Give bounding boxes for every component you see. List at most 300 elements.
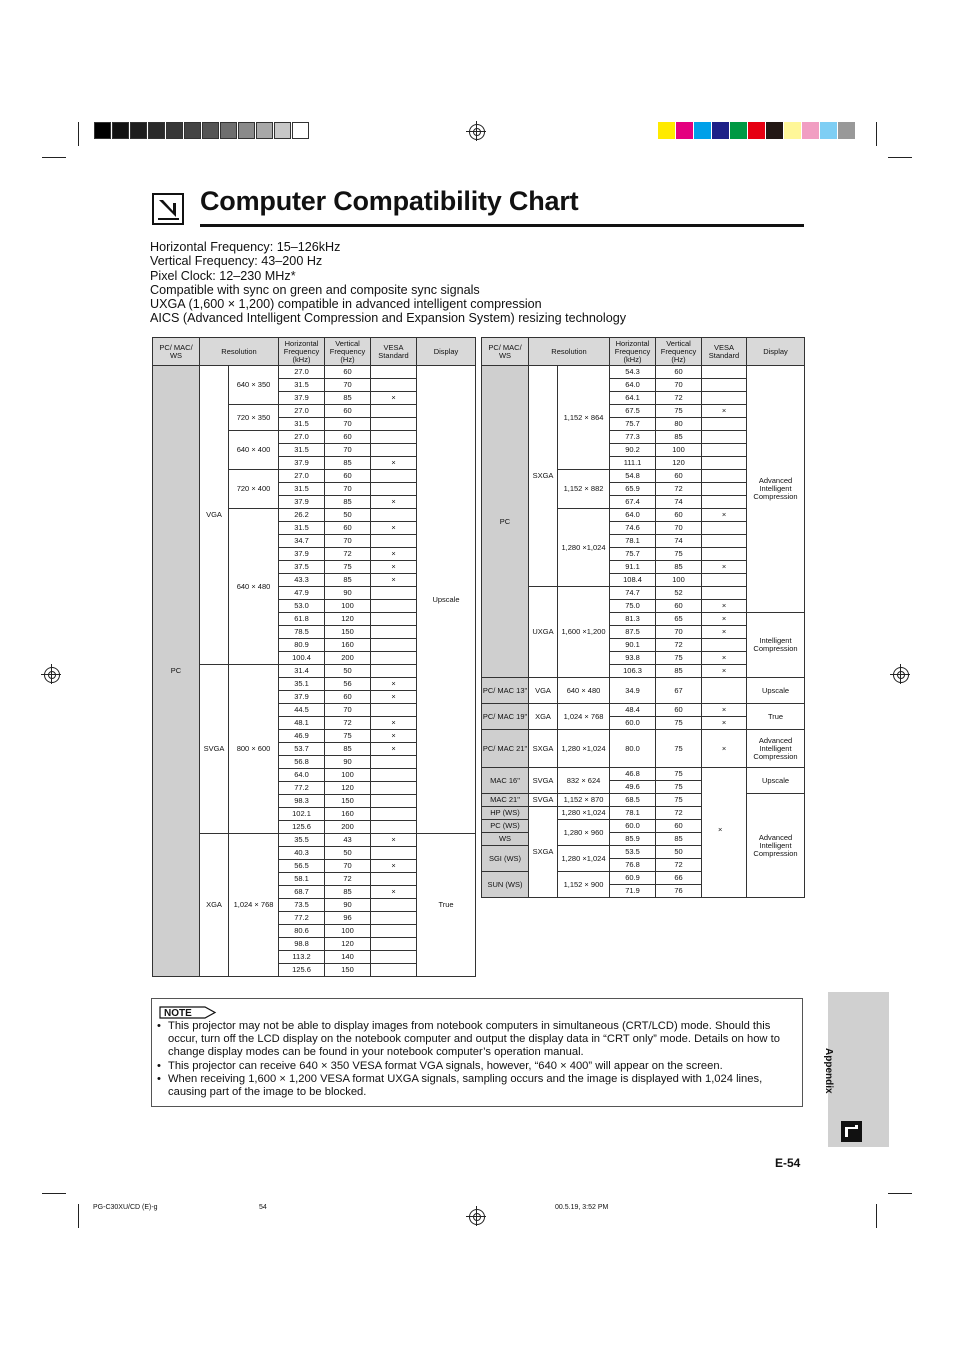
hfreq-cell: 56.8: [279, 756, 325, 769]
vfreq-cell: 75: [656, 652, 702, 665]
hfreq-cell: 90.2: [610, 444, 656, 457]
vfreq-cell: 70: [325, 379, 371, 392]
header-vesa-standard: VESA Standard: [371, 338, 417, 366]
crop-mark: [876, 122, 877, 146]
vesa-cell: [702, 392, 747, 405]
vfreq-cell: 60: [325, 431, 371, 444]
vfreq-cell: 85: [325, 457, 371, 470]
gray-swatch: [292, 122, 309, 139]
color-swatch: [658, 122, 675, 139]
vfreq-cell: 60: [325, 366, 371, 379]
vfreq-cell: 75: [656, 717, 702, 730]
signal-cell: SVGA: [529, 794, 558, 807]
vesa-cell: [371, 405, 417, 418]
vesa-cell: ×: [371, 561, 417, 574]
resolution-cell: 800 × 600: [229, 665, 279, 834]
display-cell: True: [417, 834, 476, 977]
vesa-cell: ×: [702, 704, 747, 717]
hfreq-cell: 106.3: [610, 665, 656, 678]
vfreq-cell: 70: [325, 444, 371, 457]
vfreq-cell: 72: [325, 548, 371, 561]
hfreq-cell: 27.0: [279, 405, 325, 418]
signal-cell: SVGA: [200, 665, 229, 834]
hfreq-cell: 75.7: [610, 548, 656, 561]
hfreq-cell: 56.5: [279, 860, 325, 873]
hfreq-cell: 81.3: [610, 613, 656, 626]
vfreq-cell: 90: [325, 899, 371, 912]
vesa-cell: [702, 431, 747, 444]
spec-line: AICS (Advanced Intelligent Compression and Expansion System) resizing technology: [150, 311, 627, 326]
vfreq-cell: 90: [325, 756, 371, 769]
vfreq-cell: 85: [325, 392, 371, 405]
header-pc-mac-ws: PC/ MAC/ WS: [153, 338, 200, 366]
header-vesa-standard: VESA Standard: [702, 338, 747, 366]
hfreq-cell: 71.9: [610, 885, 656, 898]
compatibility-table-left: [152, 337, 476, 977]
vesa-cell: [702, 379, 747, 392]
vfreq-cell: 60: [325, 691, 371, 704]
gray-swatch: [112, 122, 129, 139]
signal-cell: SXGA: [529, 807, 558, 898]
display-cell: Upscale: [417, 366, 476, 834]
vfreq-cell: 76: [656, 885, 702, 898]
vfreq-cell: 72: [656, 807, 702, 820]
vesa-mark: ×: [718, 825, 723, 834]
table-row: [153, 834, 476, 847]
hfreq-cell: 31.5: [279, 483, 325, 496]
hfreq-cell: 34.9: [610, 678, 656, 704]
vfreq-cell: 70: [325, 860, 371, 873]
display-cell: Advanced Intelligent Compression: [747, 730, 805, 768]
registration-mark-icon: [893, 667, 909, 683]
hfreq-cell: 73.5: [279, 899, 325, 912]
table-row: [482, 678, 805, 704]
color-calibration-bar: [658, 122, 856, 139]
gray-swatch: [184, 122, 201, 139]
resolution-cell: 1,280 × 960: [558, 820, 610, 846]
hfreq-cell: 75.7: [610, 418, 656, 431]
header-resolution: Resolution: [529, 338, 610, 366]
hfreq-cell: 113.2: [279, 951, 325, 964]
table-row: [482, 794, 805, 807]
vesa-cell: [371, 821, 417, 834]
vesa-cell: [371, 444, 417, 457]
color-swatch: [730, 122, 747, 139]
vesa-cell: [371, 704, 417, 717]
vesa-cell: [371, 639, 417, 652]
hfreq-cell: 61.8: [279, 613, 325, 626]
vfreq-cell: 85: [656, 833, 702, 846]
note-list: [157, 1020, 799, 1099]
page-number: E-54: [775, 1156, 801, 1170]
header-vertical-frequency: Vertical Frequency (Hz): [656, 338, 702, 366]
hfreq-cell: 31.4: [279, 665, 325, 678]
vesa-cell: [702, 522, 747, 535]
resolution-cell: 720 × 350: [229, 405, 279, 431]
resolution-cell: 1,152 × 882: [558, 470, 610, 509]
vesa-cell: ×: [371, 860, 417, 873]
platform-cell: PC/ MAC 21": [482, 730, 529, 768]
display-cell: Upscale: [747, 768, 805, 794]
spec-line: Pixel Clock: 12–230 MHz*: [150, 268, 296, 283]
hfreq-cell: 111.1: [610, 457, 656, 470]
vesa-cell: ×: [702, 600, 747, 613]
header-display: Display: [747, 338, 805, 366]
vesa-cell: [702, 366, 747, 379]
hfreq-cell: 77.3: [610, 431, 656, 444]
note-item: • This projector may not be able to display images from notebook computers in simultaneous (CRT/LCD) mode. Should this occur, turn off the LCD display on the notebook computer and output the display data in “CRT only” mode. Details on how to change display modes can be found in your notebook computer’s operation manual.: [157, 1020, 799, 1060]
vfreq-cell: 70: [656, 626, 702, 639]
vfreq-cell: 75: [656, 405, 702, 418]
gray-swatch: [202, 122, 219, 139]
hfreq-cell: 37.9: [279, 691, 325, 704]
vesa-cell: [702, 418, 747, 431]
vfreq-cell: 60: [325, 405, 371, 418]
hfreq-cell: 64.0: [279, 769, 325, 782]
resolution-cell: 1,024 × 768: [229, 834, 279, 977]
vfreq-cell: 50: [325, 665, 371, 678]
vesa-cell: [702, 496, 747, 509]
table-row: [482, 768, 805, 781]
vesa-cell: ×: [371, 574, 417, 587]
spec-line: Compatible with sync on green and composite sync signals: [150, 282, 480, 297]
vfreq-cell: 60: [656, 820, 702, 833]
vfreq-cell: 120: [656, 457, 702, 470]
vfreq-cell: 75: [656, 781, 702, 794]
vesa-cell: [371, 665, 417, 678]
resolution-cell: 640 × 400: [229, 431, 279, 470]
hfreq-cell: 47.9: [279, 587, 325, 600]
vesa-cell: [371, 808, 417, 821]
hfreq-cell: 64.0: [610, 379, 656, 392]
vfreq-cell: 60: [656, 470, 702, 483]
hfreq-cell: 67.5: [610, 405, 656, 418]
header-pc-mac-ws: PC/ MAC/ WS: [482, 338, 529, 366]
header-vertical-frequency: Vertical Frequency (Hz): [325, 338, 371, 366]
platform-cell: WS: [482, 833, 529, 846]
vfreq-cell: 50: [325, 847, 371, 860]
vesa-cell: ×: [371, 886, 417, 899]
table-row: [153, 366, 476, 379]
note-item: • This projector can receive 640 × 350 VESA format VGA signals, however, “640 × 400” will appear on the screen.: [157, 1060, 799, 1073]
vesa-cell: ×: [702, 613, 747, 626]
table-row: [482, 366, 805, 379]
platform-cell: SGI (WS): [482, 846, 529, 872]
hfreq-cell: 91.1: [610, 561, 656, 574]
hfreq-cell: 37.9: [279, 457, 325, 470]
vfreq-cell: 72: [325, 717, 371, 730]
hfreq-cell: 48.1: [279, 717, 325, 730]
page-title: Computer Compatibility Chart: [200, 186, 579, 216]
resolution-cell: 640 × 350: [229, 366, 279, 405]
hfreq-cell: 49.6: [610, 781, 656, 794]
vesa-cell: [371, 782, 417, 795]
display-cell: Intelligent Compression: [747, 613, 805, 678]
vfreq-cell: 72: [656, 483, 702, 496]
vfreq-cell: 60: [656, 366, 702, 379]
vesa-cell: [371, 756, 417, 769]
resolution-cell: 832 × 624: [558, 768, 610, 794]
header-horizontal-frequency: Horizontal Frequency (kHz): [279, 338, 325, 366]
hfreq-cell: 77.2: [279, 782, 325, 795]
vesa-cell: [371, 769, 417, 782]
vfreq-cell: 60: [656, 509, 702, 522]
vesa-cell: [371, 431, 417, 444]
hfreq-cell: 34.7: [279, 535, 325, 548]
vesa-cell: [371, 847, 417, 860]
hfreq-cell: 43.3: [279, 574, 325, 587]
vfreq-cell: 66: [656, 872, 702, 885]
crop-mark: [876, 1204, 877, 1228]
vfreq-cell: 60: [656, 704, 702, 717]
vfreq-cell: 85: [325, 886, 371, 899]
signal-cell: UXGA: [529, 587, 558, 678]
vesa-cell: [371, 652, 417, 665]
vesa-cell: ×: [371, 496, 417, 509]
vfreq-cell: 140: [325, 951, 371, 964]
color-swatch: [694, 122, 711, 139]
platform-cell: PC: [153, 366, 200, 977]
header-display: Display: [417, 338, 476, 366]
hfreq-cell: 78.5: [279, 626, 325, 639]
hfreq-cell: 31.5: [279, 379, 325, 392]
vfreq-cell: 150: [325, 964, 371, 977]
color-swatch: [712, 122, 729, 139]
note-tag: [159, 1006, 215, 1019]
signal-cell: XGA: [529, 704, 558, 730]
vfreq-cell: 75: [656, 548, 702, 561]
vfreq-cell: 90: [325, 587, 371, 600]
appendix-arrow-icon: [841, 1121, 862, 1142]
hfreq-cell: 125.6: [279, 821, 325, 834]
platform-cell: PC (WS): [482, 820, 529, 833]
vesa-cell: ×: [371, 678, 417, 691]
vesa-cell: [371, 483, 417, 496]
vesa-cell: [371, 912, 417, 925]
crop-mark: [888, 157, 912, 158]
signal-cell: SXGA: [529, 366, 558, 587]
signal-cell: SXGA: [529, 730, 558, 768]
resolution-cell: 720 × 400: [229, 470, 279, 509]
resolution-cell: 1,280 ×1,024: [558, 730, 610, 768]
vesa-cell: [371, 873, 417, 886]
note-arrow-icon: [159, 1006, 217, 1019]
hfreq-cell: 27.0: [279, 366, 325, 379]
hfreq-cell: 53.5: [610, 846, 656, 859]
spec-list: [150, 240, 626, 326]
signal-cell: SVGA: [529, 768, 558, 794]
color-swatch: [802, 122, 819, 139]
vesa-cell: ×: [702, 652, 747, 665]
platform-cell: PC: [482, 366, 529, 678]
vesa-cell: [371, 587, 417, 600]
hfreq-cell: 46.9: [279, 730, 325, 743]
hfreq-cell: 31.5: [279, 522, 325, 535]
vfreq-cell: 50: [325, 509, 371, 522]
crop-mark: [78, 1204, 79, 1228]
vesa-cell: ×: [702, 626, 747, 639]
vesa-cell: ×: [371, 548, 417, 561]
crop-mark: [78, 122, 79, 146]
hfreq-cell: 74.6: [610, 522, 656, 535]
hfreq-cell: 60.9: [610, 872, 656, 885]
hfreq-cell: 35.1: [279, 678, 325, 691]
hfreq-cell: 74.7: [610, 587, 656, 600]
vesa-cell: ×: [702, 405, 747, 418]
vfreq-cell: 75: [325, 561, 371, 574]
hfreq-cell: 64.0: [610, 509, 656, 522]
vfreq-cell: 75: [325, 730, 371, 743]
hfreq-cell: 44.5: [279, 704, 325, 717]
vfreq-cell: 65: [656, 613, 702, 626]
hfreq-cell: 108.4: [610, 574, 656, 587]
note-label: NOTE: [164, 1008, 192, 1019]
gray-swatch: [148, 122, 165, 139]
table-row: [482, 704, 805, 717]
vfreq-cell: 150: [325, 626, 371, 639]
resolution-cell: 1,280 ×1,024: [558, 846, 610, 872]
vfreq-cell: 72: [656, 639, 702, 652]
vesa-cell: [371, 964, 417, 977]
vesa-cell: [702, 678, 747, 704]
vfreq-cell: 74: [656, 535, 702, 548]
platform-cell: PC/ MAC 13": [482, 678, 529, 704]
hfreq-cell: 35.5: [279, 834, 325, 847]
hfreq-cell: 37.9: [279, 548, 325, 561]
spec-line: Vertical Frequency: 43–200 Hz: [150, 254, 323, 269]
gray-calibration-bar: [94, 122, 310, 139]
hfreq-cell: 54.8: [610, 470, 656, 483]
color-swatch: [784, 122, 801, 139]
vfreq-cell: 60: [325, 470, 371, 483]
vfreq-cell: 160: [325, 808, 371, 821]
resolution-cell: 1,280 ×1,024: [558, 509, 610, 587]
vesa-cell: ×: [371, 743, 417, 756]
hfreq-cell: 54.3: [610, 366, 656, 379]
hfreq-cell: 65.9: [610, 483, 656, 496]
vesa-cell: ×: [371, 717, 417, 730]
compatibility-table-right: [481, 337, 805, 898]
platform-cell: MAC 16": [482, 768, 529, 794]
vesa-cell: ×: [371, 834, 417, 847]
hfreq-cell: 68.5: [610, 794, 656, 807]
gray-swatch: [130, 122, 147, 139]
vesa-cell: [702, 548, 747, 561]
vfreq-cell: 85: [656, 665, 702, 678]
vesa-cell: [702, 444, 747, 457]
vesa-cell: ×: [702, 509, 747, 522]
hfreq-cell: 98.3: [279, 795, 325, 808]
vesa-cell: [371, 951, 417, 964]
vesa-cell: [702, 535, 747, 548]
hfreq-cell: 64.1: [610, 392, 656, 405]
vfreq-cell: 52: [656, 587, 702, 600]
hfreq-cell: 67.4: [610, 496, 656, 509]
resolution-cell: 1,152 × 900: [558, 872, 610, 898]
footer-page: 54: [259, 1204, 267, 1211]
hfreq-cell: 53.0: [279, 600, 325, 613]
vesa-cell: [702, 768, 747, 898]
vesa-cell: [702, 470, 747, 483]
appendix-tab-label: Appendix: [823, 1048, 834, 1094]
hfreq-cell: 31.5: [279, 444, 325, 457]
vesa-cell: [371, 613, 417, 626]
hfreq-cell: 125.6: [279, 964, 325, 977]
display-cell: Advanced Intelligent Compression: [747, 794, 805, 898]
hfreq-cell: 37.9: [279, 392, 325, 405]
color-swatch: [748, 122, 765, 139]
vfreq-cell: 67: [656, 678, 702, 704]
resolution-cell: 1,280 ×1,024: [558, 807, 610, 820]
vfreq-cell: 56: [325, 678, 371, 691]
hfreq-cell: 27.0: [279, 431, 325, 444]
note-item: • When receiving 1,600 × 1,200 VESA format UXGA signals, sampling occurs and the image is displayed with 1,024 lines, causing part of the image to be blocked.: [157, 1073, 799, 1099]
hfreq-cell: 48.4: [610, 704, 656, 717]
hfreq-cell: 53.7: [279, 743, 325, 756]
vfreq-cell: 43: [325, 834, 371, 847]
crop-mark: [42, 157, 66, 158]
vesa-cell: [702, 587, 747, 600]
resolution-cell: 1,152 × 864: [558, 366, 610, 470]
vesa-cell: [702, 639, 747, 652]
vfreq-cell: 100: [325, 925, 371, 938]
hfreq-cell: 100.4: [279, 652, 325, 665]
vfreq-cell: 85: [325, 574, 371, 587]
vfreq-cell: 75: [656, 768, 702, 781]
vfreq-cell: 100: [656, 444, 702, 457]
gray-swatch: [274, 122, 291, 139]
signal-cell: XGA: [200, 834, 229, 977]
vesa-cell: [371, 366, 417, 379]
vfreq-cell: 85: [656, 431, 702, 444]
vesa-cell: [371, 379, 417, 392]
crop-mark: [42, 1193, 66, 1194]
spec-line: UXGA (1,600 × 1,200) compatible in advanced intelligent compression: [150, 297, 542, 312]
hfreq-cell: 46.8: [610, 768, 656, 781]
vfreq-cell: 100: [325, 769, 371, 782]
spec-line: Horizontal Frequency: 15–126kHz: [150, 240, 341, 254]
vesa-cell: [371, 795, 417, 808]
gray-swatch: [220, 122, 237, 139]
footer-file: PG-C30XU/CD (E)-g: [93, 1204, 158, 1211]
hfreq-cell: 78.1: [610, 807, 656, 820]
vfreq-cell: 70: [656, 522, 702, 535]
vfreq-cell: 100: [656, 574, 702, 587]
table-row: [482, 730, 805, 768]
vesa-cell: [702, 574, 747, 587]
hfreq-cell: 37.5: [279, 561, 325, 574]
vfreq-cell: 74: [656, 496, 702, 509]
vfreq-cell: 50: [656, 846, 702, 859]
hfreq-cell: 98.8: [279, 938, 325, 951]
vfreq-cell: 200: [325, 821, 371, 834]
hfreq-cell: 31.5: [279, 418, 325, 431]
resolution-cell: 1,600 ×1,200: [558, 587, 610, 678]
registration-mark-icon: [469, 124, 485, 140]
hfreq-cell: 85.9: [610, 833, 656, 846]
vfreq-cell: 150: [325, 795, 371, 808]
hfreq-cell: 80.9: [279, 639, 325, 652]
vfreq-cell: 120: [325, 782, 371, 795]
vfreq-cell: 70: [325, 483, 371, 496]
vesa-cell: ×: [371, 730, 417, 743]
hfreq-cell: 78.1: [610, 535, 656, 548]
vfreq-cell: 72: [656, 392, 702, 405]
vfreq-cell: 72: [656, 859, 702, 872]
resolution-cell: 640 × 480: [229, 509, 279, 665]
section-arrow-icon: [152, 193, 184, 225]
gray-swatch: [166, 122, 183, 139]
